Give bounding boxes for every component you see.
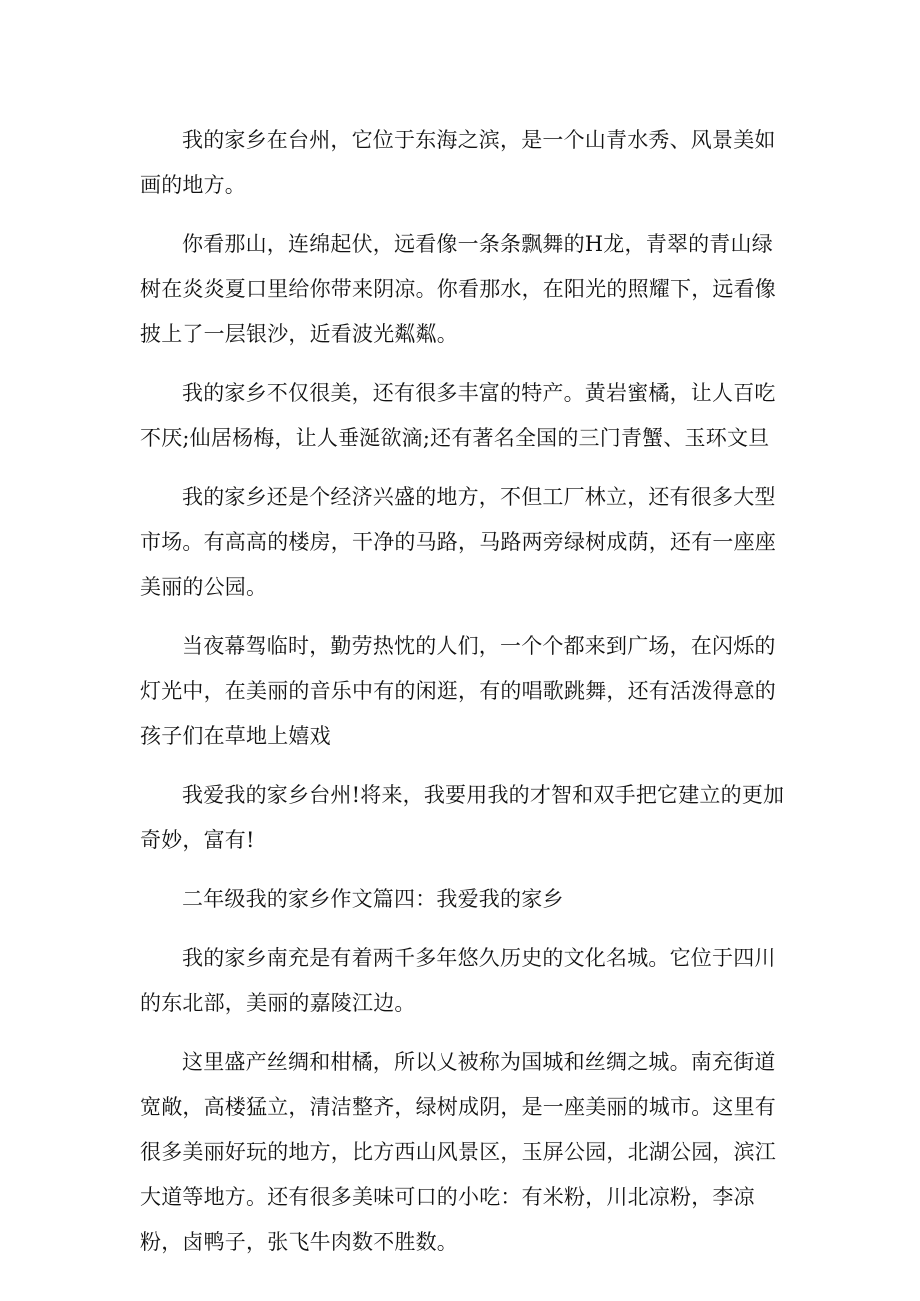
paragraph-nanchong-intro: 我的家乡南充是有着两千多年悠久历史的文化名城。它位于四川的东北部，美丽的嘉陵江边。	[140, 946, 776, 1015]
paragraph-economy: 我的家乡还是个经济兴盛的地方，不但工厂林立，还有很多大型市场。有高高的楼房，干净的马路，马路两旁绿树成荫，还有一座座美丽的公园。	[140, 485, 776, 599]
section-heading: 二年级我的家乡作文篇四：我爱我的家乡	[182, 887, 564, 911]
paragraph-nanchong-city: 这里盛产丝绸和柑橘，所以乂被称为国城和丝绸之城。南充街道宽敞，高楼猛立，清洁整齐，绿树成阴，是一座美丽的城市。这里有很多美丽好玩的地方，比方西山风景区，玉屏公园，北湖公园，滨江大道等地方。还有很多美味可口的小吃：有米粉，川北凉粉，李凉粉，卤鸭子，张飞牛肉数不胜数。	[140, 1050, 776, 1254]
paragraph-specialties: 我的家乡不仅很美，还有很多丰富的特产。黄岩蜜橘，让人百吃不厌;仙居杨梅，让人垂涎欲滴;还有著名全国的三门青蟹、玉环文旦	[140, 381, 776, 450]
paragraph-taizhou-intro: 我的家乡在台州，它位于东海之滨，是一个山青水秀、风景美如画的地方。	[140, 128, 776, 197]
paragraph-night-square: 当夜幕驾临时，勤劳热忱的人们，一个个都来到广场，在闪烁的灯光中，在美丽的音乐中有的闲逛，有的唱歌跳舞，还有活泼得意的孩子们在草地上嬉戏	[140, 634, 776, 748]
paragraph-mountains-water: 你看那山，连绵起伏，远看像一条条飘舞的H龙，青翠的青山绿树在炎炎夏口里给你带来阴凉。你看那水，在阳光的照耀下，远看像披上了一层银沙，近看波光粼粼。	[140, 232, 776, 346]
paragraph-love-taizhou: 我爱我的家乡台州!将来，我要用我的才智和双手把它建立的更加奇妙，富有!	[140, 783, 785, 852]
